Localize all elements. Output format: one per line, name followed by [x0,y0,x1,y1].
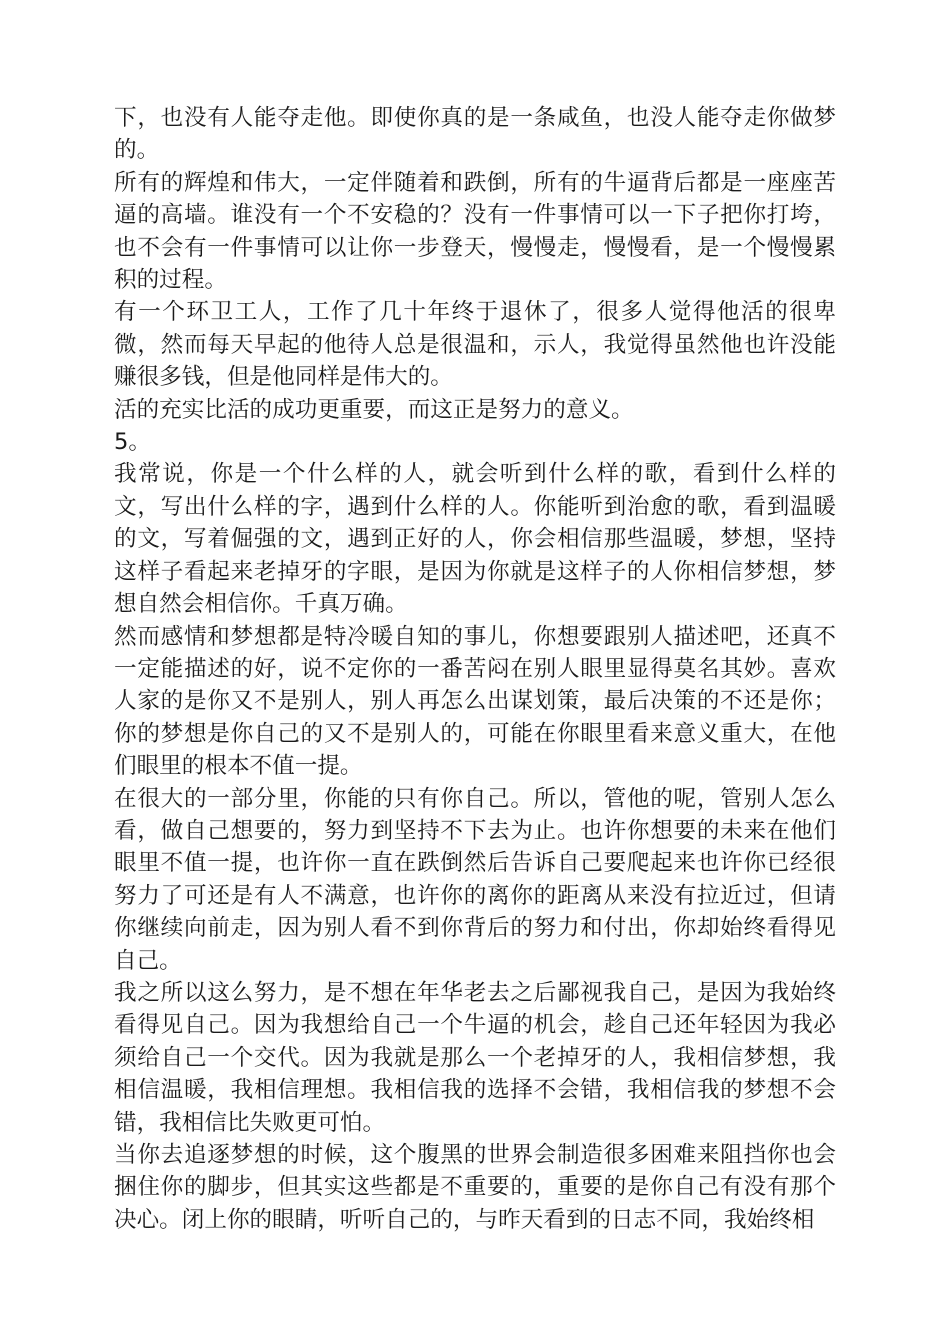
paragraph-continued: 下，也没有人能夺走他。即使你真的是一条咸鱼，也没人能夺走你做梦的。 [114,105,836,164]
paragraph-meaning-of-effort: 活的充实比活的成功更重要，而这正是努力的意义。 [114,396,634,423]
paragraph-feelings-and-dreams: 然而感情和梦想都是特冷暖自知的事儿，你想要跟别人描述吧，还真不一定能描述的好，说不定你的一番苦闷在别人眼里显得莫名其妙。喜欢人家的是你又不是别人，别人再怎么出谋划策，最后决策的不还是你；你的梦想是你自己的又不是别人的，可能在你眼里看来意义重大，在他们眼里的根本不值一提。 [114,623,836,780]
paragraph-chasing-dreams: 当你去追逐梦想的时候，这个腹黑的世界会制造很多困难来阻挡你也会捆住你的脚步，但其实这些都是不重要的，重要的是你自己有没有那个决心。闭上你的眼睛，听听自己的，与昨天看到的日志不同，我始终相 [114,1142,836,1233]
section-number: 5。 [114,429,151,456]
document-page [114,102,836,1236]
paragraph-only-yourself: 在很大的一部分里，你能的只有你自己。所以，管他的呢，管别人怎么看，做自己想要的，努力到坚持不下去为止。也许你想要的未来在他们眼里不值一提，也许你一直在跌倒然后告诉自己要爬起来也许你已经很努力了可还是有人不满意，也许你的离你的距离从来没有拉近过，但请你继续向前走，因为别人看不到你背后的努力和付出，你却始终看得见自己。 [114,785,836,974]
paragraph-what-kind-of-person: 我常说，你是一个什么样的人，就会听到什么样的歌，看到什么样的文，写出什么样的字，遇到什么样的人。你能听到治愈的歌，看到温暖的文，写着倔强的文，遇到正好的人，你会相信那些温暖，梦想，坚持这样子看起来老掉牙的字眼，是因为你就是这样子的人你相信梦想，梦想自然会相信你。千真万确。 [114,461,836,618]
paragraph-why-so-hard: 我之所以这么努力，是不想在年华老去之后鄙视我自己，是因为我始终看得见自己。因为我想给自己一个牛逼的机会，趁自己还年轻因为我必须给自己一个交代。因为我就是那么一个老掉牙的人，我相信梦想，我相信温暖，我相信理想。我相信我的选择不会错，我相信我的梦想不会错，我相信比失败更可怕。 [114,979,836,1136]
paragraph-sanitation-worker: 有一个环卫工人，工作了几十年终于退休了，很多人觉得他活的很卑微，然而每天早起的他待人总是很温和，示人，我觉得虽然他也许没能赚很多钱，但是他同样是伟大的。 [114,299,836,391]
paragraph-brilliance: 所有的辉煌和伟大，一定伴随着和跌倒，所有的牛逼背后都是一座座苦逼的高墙。谁没有一个不安稳的？没有一件事情可以一下子把你打垮，也不会有一件事情可以让你一步登天，慢慢走，慢慢看，是一个慢慢累积的过程。 [114,169,836,294]
